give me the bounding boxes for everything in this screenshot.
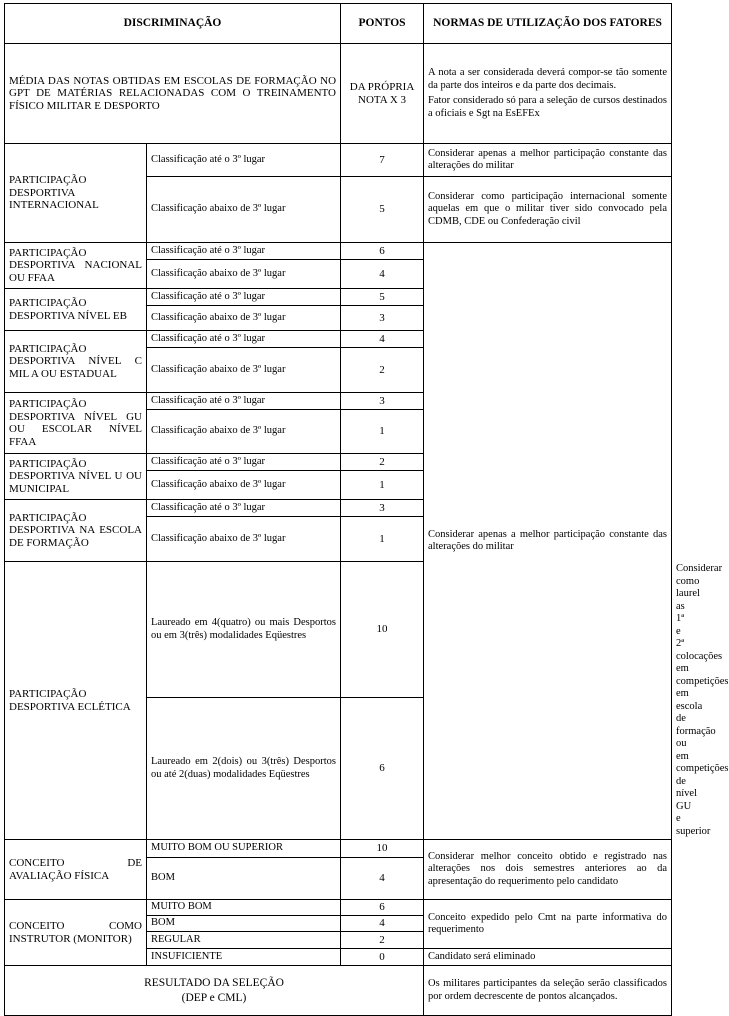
header-discriminacao: DISCRIMINAÇÃO <box>5 4 341 44</box>
row-subcategory: Classificação até o 3º lugar <box>147 144 341 177</box>
media-label: MÉDIA DAS NOTAS OBTIDAS EM ESCOLAS DE FORMAÇÃO NO GPT DE MATÉRIAS RELACIONADAS COM O TREINAMENTO FÍSICO MILITAR E DESPORTO <box>5 44 341 144</box>
row-points: 3 <box>341 500 424 517</box>
row-points: 6 <box>341 698 424 840</box>
row-points: 4 <box>341 858 424 900</box>
table-row <box>5 840 672 858</box>
row-points: 4 <box>341 331 424 348</box>
row-points: 4 <box>341 260 424 289</box>
instrutor-norm: Conceito expedido pelo Cmt na parte informativa do requerimento <box>424 900 672 949</box>
row-subcategory: Classificação até o 3º lugar <box>147 500 341 517</box>
header-row <box>5 4 672 44</box>
resultado-title: RESULTADO DA SELEÇÃO <box>144 976 284 989</box>
table-row: PARTICIPAÇÃO DESPORTIVA ECLÉTICA Laureado em 4(quatro) ou mais Desportos ou em 3(três) modalidades Eqüestres 10 Considerar como laurel as 1ª e 2ª colocações em competições em escola de formação ou em competições de nível GU e superior <box>5 562 672 698</box>
row-subcategory: Classificação até o 3º lugar <box>147 243 341 260</box>
row-points: 3 <box>341 306 424 331</box>
row-subcategory: Classificação abaixo de 3º lugar <box>147 410 341 454</box>
resultado-subtitle: (DEP e CML) <box>181 991 247 1004</box>
scoring-table <box>4 3 729 1016</box>
resultado-norm: Os militares participantes da seleção serão classificados por ordem decrescente de pontos alcançados. <box>424 966 672 1016</box>
row-norm: Considerar como participação internacional somente aquelas em que o militar tiver sido convocado pela CDMB, CDE ou Confederação civil <box>424 177 672 243</box>
group-label: PARTICIPAÇÃO DESPORTIVA NACIONAL OU FFAA <box>5 243 147 289</box>
row-subcategory: Classificação abaixo de 3º lugar <box>147 348 341 393</box>
resultado-label <box>5 966 424 1016</box>
instrutor-label: CONCEITO COMO INSTRUTOR (MONITOR) <box>5 900 147 966</box>
row-points: 1 <box>341 517 424 562</box>
row-subcategory: Classificação abaixo de 3º lugar <box>147 260 341 289</box>
row-subcategory: Classificação até o 3º lugar <box>147 289 341 306</box>
row-subcategory: Classificação abaixo de 3º lugar <box>147 517 341 562</box>
table-row-resultado <box>5 966 672 1016</box>
document-page <box>4 3 729 1016</box>
row-subcategory: Classificação até o 3º lugar <box>147 454 341 471</box>
row-points: 3 <box>341 393 424 410</box>
row-subcategory: REGULAR <box>147 932 341 949</box>
row-subcategory: INSUFICIENTE <box>147 949 341 966</box>
media-norm-1: A nota a ser considerada deverá compor-se tão somente da parte dos inteiros e da parte dos decimais. <box>428 67 668 91</box>
table-row <box>5 144 672 177</box>
row-points: 5 <box>341 177 424 243</box>
header-pontos: PONTOS <box>341 4 424 44</box>
row-norm: Considerar apenas a melhor participação constante das alterações do militar <box>424 144 672 177</box>
group-label: PARTICIPAÇÃO DESPORTIVA NÍVEL C MIL A OU ESTADUAL <box>5 331 147 393</box>
row-points: 2 <box>341 348 424 393</box>
row-points: 5 <box>341 289 424 306</box>
group-label: PARTICIPAÇÃO DESPORTIVA NÍVEL GU OU ESCOLAR NÍVEL FFAA <box>5 393 147 454</box>
media-points: DA PRÓPRIA NOTA X 3 <box>341 44 424 144</box>
row-subcategory: BOM <box>147 916 341 932</box>
row-points: 2 <box>341 932 424 949</box>
row-points: 0 <box>341 949 424 966</box>
row-points: 2 <box>341 454 424 471</box>
instrutor-norm-insuficiente: Candidato será eliminado <box>424 949 672 966</box>
row-points: 6 <box>341 900 424 916</box>
row-points: 10 <box>341 562 424 698</box>
row-subcategory: Classificação abaixo de 3º lugar <box>147 471 341 500</box>
row-points: 1 <box>341 471 424 500</box>
row-subcategory: BOM <box>147 858 341 900</box>
row-points: 7 <box>341 144 424 177</box>
table-row-media <box>5 44 672 144</box>
media-norms <box>424 44 672 144</box>
row-subcategory: Classificação abaixo de 3º lugar <box>147 177 341 243</box>
row-points: 4 <box>341 916 424 932</box>
row-subcategory: MUITO BOM <box>147 900 341 916</box>
conceito-af-label: CONCEITO DE AVALIAÇÃO FÍSICA <box>5 840 147 900</box>
row-subcategory: Classificação até o 3º lugar <box>147 393 341 410</box>
internacional-label: PARTICIPAÇÃO DESPORTIVA INTERNACIONAL <box>5 144 147 243</box>
groups-norm: Considerar apenas a melhor participação constante das alterações do militar <box>424 243 672 840</box>
ecletica-label: PARTICIPAÇÃO DESPORTIVA ECLÉTICA <box>5 562 147 840</box>
row-subcategory: Laureado em 2(dois) ou 3(três) Desportos ou até 2(duas) modalidades Eqüestres <box>147 698 341 840</box>
row-points: 1 <box>341 410 424 454</box>
group-label: PARTICIPAÇÃO DESPORTIVA NA ESCOLA DE FORMAÇÃO <box>5 500 147 562</box>
row-subcategory: Classificação abaixo de 3º lugar <box>147 306 341 331</box>
group-label: PARTICIPAÇÃO DESPORTIVA NÍVEL U OU MUNICIPAL <box>5 454 147 500</box>
table-row <box>5 243 672 260</box>
table-row <box>5 900 672 916</box>
row-points: 10 <box>341 840 424 858</box>
header-normas: NORMAS DE UTILIZAÇÃO DOS FATORES <box>424 4 672 44</box>
conceito-af-norm: Considerar melhor conceito obtido e registrado nas alterações nos dois semestres anteriores ao da apresentação do requerimento pelo candidato <box>424 840 672 900</box>
row-subcategory: Classificação até o 3º lugar <box>147 331 341 348</box>
row-subcategory: MUITO BOM OU SUPERIOR <box>147 840 341 858</box>
media-norm-2: Fator considerado só para a seleção de cursos destinados a oficiais e Sgt na EsEFEx <box>428 95 668 119</box>
row-subcategory: Laureado em 4(quatro) ou mais Desportos ou em 3(três) modalidades Eqüestres <box>147 562 341 698</box>
group-label: PARTICIPAÇÃO DESPORTIVA NÍVEL EB <box>5 289 147 331</box>
row-points: 6 <box>341 243 424 260</box>
